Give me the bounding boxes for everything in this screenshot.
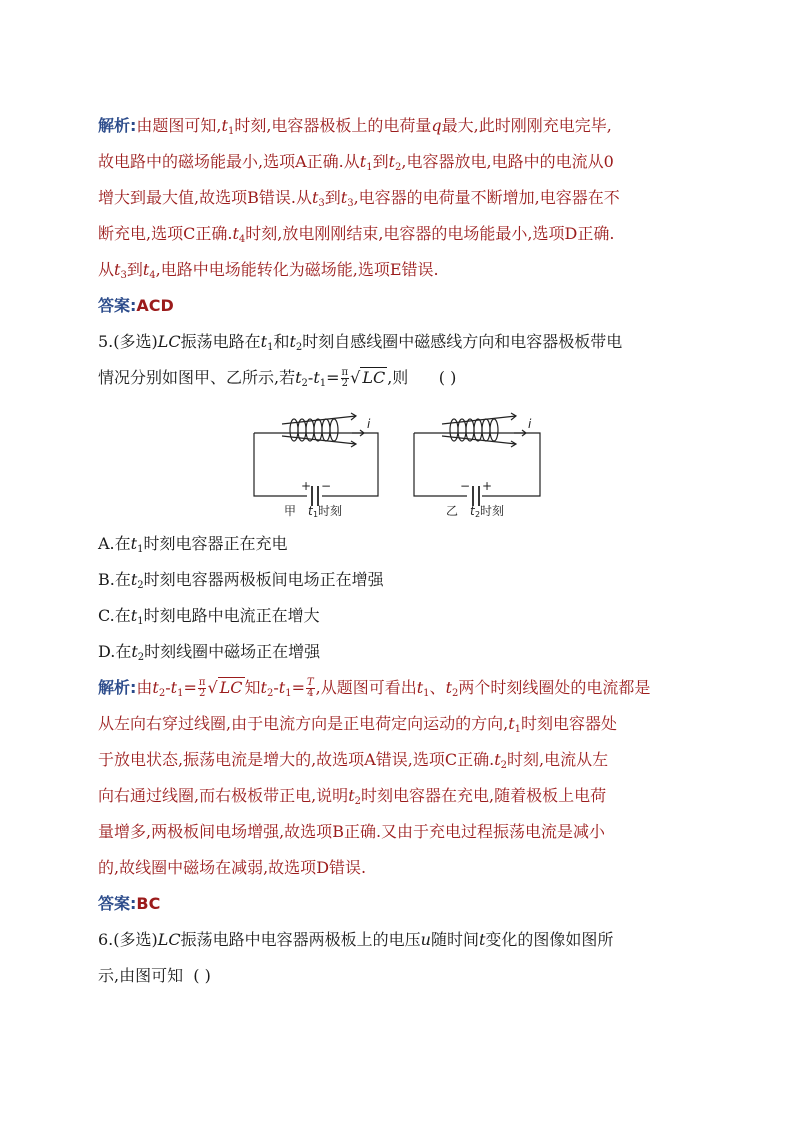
q5-option-c: C.在$t_1$时刻电路中电流正在增大 [98, 606, 320, 627]
fraction: $\frac{T}{4}$ [306, 677, 314, 699]
right-time-sub: 2 [475, 510, 481, 518]
q4-analysis-line-4: 断充电,选项C正确$.t_4$时刻,放电刚刚结束,电容器的电场能最小,选项D正确. [98, 224, 615, 245]
left-field-lines [282, 416, 356, 444]
fraction: $\frac{\pi}{2}$ [341, 367, 349, 389]
answer-value: ACD [136, 296, 174, 315]
right-current-arrow [514, 430, 526, 436]
q4-analysis-line-5: 从$t_3$到$t_4$,电路中电场能转化为磁场能,选项E错误. [98, 260, 439, 281]
analysis-label: 解析: [98, 678, 137, 697]
left-minus-sign: − [321, 479, 332, 493]
right-plus-sign: + [482, 479, 493, 493]
current-label-right: i [528, 417, 532, 431]
sqrt: √ LC [350, 368, 386, 387]
left-figure-label: 甲 [284, 504, 297, 518]
left-time-sub: 1 [313, 510, 319, 518]
left-plus-sign: + [301, 479, 312, 493]
left-circuit-wire [254, 433, 378, 496]
circuit-diagram [252, 408, 552, 518]
analysis-label: 解析: [98, 116, 137, 135]
right-time-t: t [470, 504, 475, 518]
q4-analysis-line-2: 故电路中的磁场能最小,选项A正确.从$t_1$到$t_2$,电容器放电,电路中的电流从0 [98, 152, 614, 173]
q5-stem-line-2: 情况分别如图甲、乙所示,若$t_2-t_1=$ $\frac{\pi}{2}$ √ LC ,则 ( ) [98, 360, 698, 396]
answer-value: BC [136, 894, 161, 913]
q5-analysis-line-6: 的,故线圈中磁场在减弱,故选项D错误. [98, 858, 367, 877]
q5-option-d: D.在$t_2$时刻线圈中磁场正在增强 [98, 642, 321, 663]
right-time-text: 时刻 [480, 504, 505, 518]
q5-analysis-line-5: 量增多,两极板间电场增强,故选项B正确.又由于充电过程振荡电流是减小 [98, 822, 606, 841]
current-label-left: i [367, 417, 371, 431]
right-field-arrows [511, 413, 516, 447]
left-current-arrow [352, 430, 364, 436]
left-time-t: t [308, 504, 313, 518]
right-field-lines [442, 416, 516, 444]
q5-analysis-line-2: 从左向右穿过线圈,由于电流方向是正电荷定向运动的方向$,t_1$时刻电容器处 [98, 714, 618, 735]
q4-analysis-line-1: 解析:由题图可知$,t_1$时刻,电容器极板上的电荷量q最大,此时刚刚充电完毕, [98, 116, 612, 137]
right-circuit-wire [414, 433, 540, 496]
q5-analysis-line-1: 解析:由$t_2-t_1=$ $\frac{\pi}{2}$ √ LC 知$t_2-t_1=$ $\frac{T}{4}$ ,从题图可看出$t_1$、$t_2$两个时刻线圈处的电流都是 [98, 670, 698, 706]
left-field-arrows [351, 413, 356, 447]
answer-paren: ( ) [438, 368, 457, 387]
q5-analysis-line-4: 向右通过线圈,而右极板带正电,说明$t_2$时刻电容器在充电,随着极板上电荷 [98, 786, 607, 807]
answer-label: 答案: [98, 296, 137, 315]
q5-analysis-line-3: 于放电状态,振荡电流是增大的,故选项A错误,选项C正确$.t_2$时刻,电流从左 [98, 750, 609, 771]
right-minus-sign: − [460, 479, 471, 493]
q5-option-a: A.在$t_1$时刻电容器正在充电 [98, 534, 288, 555]
lc-circuit-figure [252, 408, 552, 518]
right-figure-label: 乙 [446, 504, 459, 518]
q4-analysis-line-3: 增大到最大值,故选项B错误.从$t_3$到$t_3$,电容器的电荷量不断增加,电容器在不 [98, 188, 620, 209]
q5-answer [98, 886, 698, 922]
q6-stem-line-2: 示,由图可知 ( ) [98, 966, 211, 985]
left-time-text: 时刻 [318, 504, 343, 518]
answer-label: 答案: [98, 894, 137, 913]
q4-answer [98, 288, 698, 324]
q5-option-b: B.在$t_2$时刻电容器两极板间电场正在增强 [98, 570, 384, 591]
document-page [98, 108, 698, 994]
answer-paren: ( ) [193, 966, 211, 985]
q5-stem-line-1: 5.(多选)LC振荡电路在$t_1$和$t_2$时刻自感线圈中磁感线方向和电容器极板带电 [98, 332, 623, 353]
fraction: $\frac{\pi}{2}$ [198, 677, 206, 699]
q6-stem-line-1: 6.(多选)LC振荡电路中电容器两极板上的电压u随时间t变化的图像如图所 [98, 930, 614, 949]
sqrt: √ LC [207, 678, 243, 697]
